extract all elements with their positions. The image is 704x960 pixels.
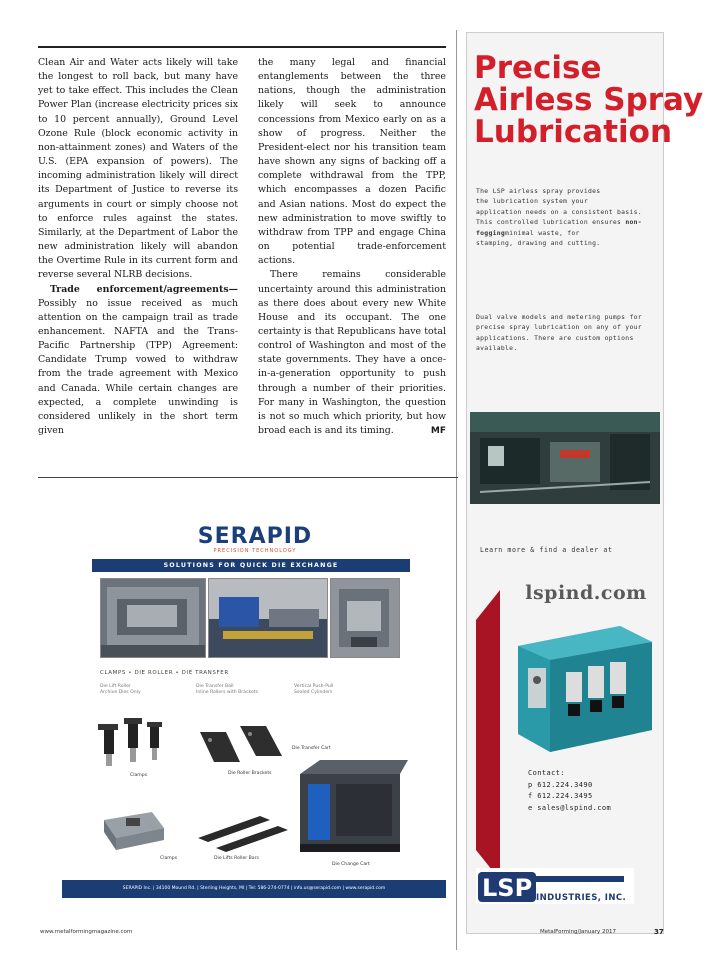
- press-image: [209, 579, 327, 657]
- press-photo-2: [208, 578, 328, 658]
- end-mark: MF: [430, 426, 446, 437]
- subhead: Trade enforcement/agreements—: [50, 283, 238, 295]
- lsp-contact: Contact: p 612.224.3490 f 612.224.3495 e sales@lspind.com: [528, 768, 611, 814]
- product-label: Clamps: [130, 773, 148, 778]
- serapid-note: Die Lift Roller Archive Dies Only: [100, 684, 141, 695]
- serapid-logo: SERAPID: [197, 524, 313, 549]
- article-paragraph: Trade enforcement/agreements— Possibly no issue received as much attention on the campaign trail as trade enhancement. NAFTA and the Trans-Pacific Partnership (TPP) Agreement: Candidate Trump vowed to withdraw from the trade agreement with Mexico and Canada. While certain changes are expected, a complete unwinding is considered unlikely in the short term given: [38, 283, 238, 437]
- lsp-logo-inc: INDUSTRIES, INC.: [536, 893, 627, 903]
- serapid-note: Vertical Push-Pull Sealed Cylinders: [294, 684, 334, 695]
- serapid-tagline: PRECISION TECHNOLOGY: [213, 548, 297, 554]
- press-photo-1: [100, 578, 206, 658]
- article-paragraph: There remains considerable uncertainty around this administration as there does about every new White House and its occupant. The one certainty is that Republicans have total control of Washington and most of the state governments. They have a once-in-a-generation opportunity to push through a number of their priorities. For many in Washington, the question is not so much which priority, but how broad each is and its timing. MF: [258, 268, 446, 438]
- die-roller-products: [196, 722, 286, 774]
- lsp-visit-line: Learn more & find a dealer at: [480, 546, 613, 554]
- transfer-cart-product: [292, 760, 408, 856]
- footer-issue: MetalForming/January 2017: [540, 929, 616, 935]
- serapid-footer: SERAPID Inc. | 34100 Mound Rd. | Sterling Heights, MI | Tel: 586-274-0774 | info.us@serapid.com | www.serapid.com: [62, 880, 446, 898]
- section-rule: [38, 477, 458, 478]
- product-label: Die Lifts Roller Bars: [214, 856, 259, 861]
- top-rule: [38, 46, 446, 48]
- fax: f 612.224.3495: [528, 792, 593, 800]
- clamp-block-product: [100, 810, 166, 854]
- lsp-logo-letters: LSP: [482, 874, 533, 902]
- red-accent-shape: [470, 590, 500, 880]
- article-column-2: [258, 56, 446, 438]
- lsp-website[interactable]: lspind.com: [525, 582, 647, 604]
- serapid-band: SOLUTIONS FOR QUICK DIE EXCHANGE: [92, 559, 410, 572]
- press-image: [331, 579, 399, 657]
- email[interactable]: e sales@lspind.com: [528, 803, 612, 812]
- product-label: Clamps: [160, 856, 178, 861]
- lsp-equipment-photo: [470, 412, 660, 504]
- serapid-note: Die Transfer Ball Inline Rollers with Brackets: [196, 684, 259, 695]
- product-label: Die Transfer Cart: [292, 746, 331, 751]
- lsp-copy-2: Dual valve models and metering pumps for precise spray lubrication on any of your applications. There are custom options available.: [476, 313, 642, 353]
- product-label: Die Change Cart: [332, 862, 370, 867]
- lsp-headline: Precise Airless Spray Lubrication: [474, 50, 704, 150]
- footer-website: www.metalformingmagazine.com: [40, 929, 133, 935]
- serapid-row-title: CLAMPS • DIE ROLLER • DIE TRANSFER: [100, 670, 229, 676]
- article-paragraph: Clean Air and Water acts likely will take the longest to roll back, but many have yet to take effect. This includes the Clean Power Plan (increase electricity prices six to 10 percent annually), Ground Level Ozone Rule (block economic activity in non-attainment zones) and Waters of the U.S. (EPA expansion of powers). The incoming administration likely will direct its Department of Justice to reverse its arguments in court or simply choose not to enforce rules against the states. Similarly, at the Department of Labor the new administration likely will abandon the Overtime Rule in its current form and reverse several NLRB decisions.: [38, 57, 238, 281]
- page-number: 37: [654, 928, 664, 936]
- roller-bars-product: [196, 808, 290, 852]
- lsp-pump-unit: [510, 612, 656, 758]
- product-label: Die Roller Brackets: [228, 771, 272, 776]
- article-paragraph: the many legal and financial entanglements between the three nations, though the administration likely will seek to announce concessions from Mexico early on as a show of progress. Neither the President-elect nor his transition team have shown any signs of backing off a complete withdrawal from the TPP, which encompasses a dozen Pacific and Asian nations. Most do expect the new administration to move swiftly to withdraw from TPP and engage China on potential trade-enforcement actions.: [258, 57, 446, 267]
- clamp-products: [98, 716, 168, 776]
- article-column-1: [38, 56, 238, 438]
- lsp-copy-1: The LSP airless spray provides the lubrication system your application needs on a consistent basis. This controlled lubrication ensures non-foggingminimal waste, for stamping, drawing and cutting.: [476, 187, 642, 248]
- press-image: [101, 579, 205, 657]
- column-divider: [456, 30, 457, 950]
- press-photo-3: [330, 578, 400, 658]
- phone: p 612.224.3490: [528, 780, 593, 789]
